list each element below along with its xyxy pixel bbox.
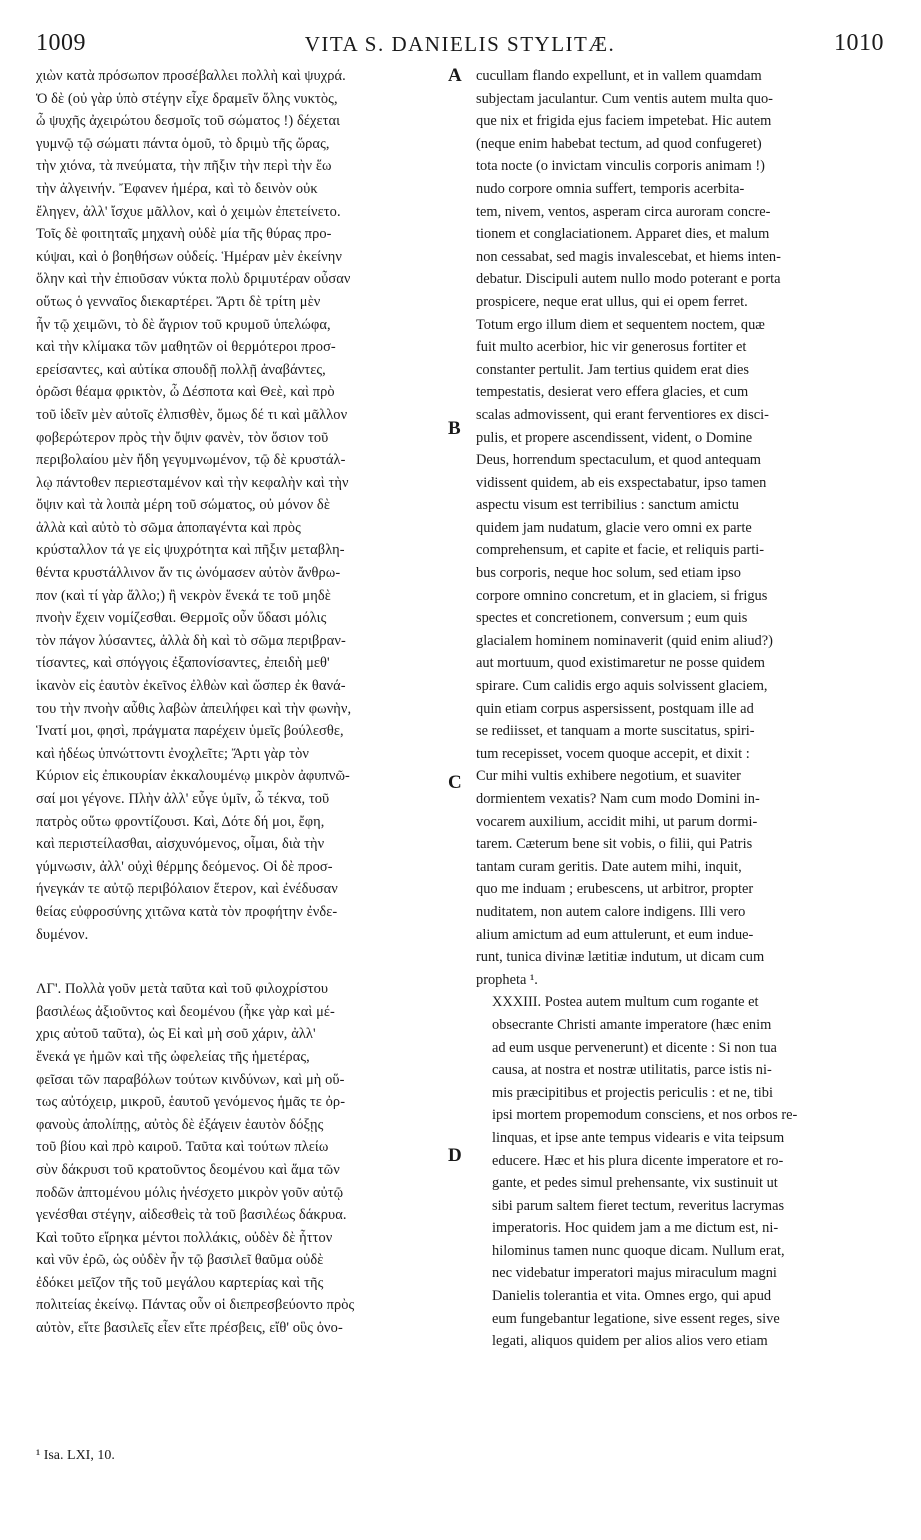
text-line: sibi parum saltem fieret tectum, reveritus lacrymas [492,1197,785,1214]
text-line: tionem et conglaciationem. Apparet dies, et malum [476,226,770,243]
text-line: linquas, et ipse ante tempus videaris e vita teipsum [492,1129,785,1146]
text-line: πνοὴν ἔχειν νομίζεσθαι. Θερμοῖς οὖν ὕδασι μόλις [36,610,327,627]
text-line: φανοὺς ἀπολίπῃς, αὐτὸς δὲ ἐξάγειν ἑαυτὸν δόξῃς [36,1116,324,1133]
text-line: Totum ergo illum diem et sequentem noctem, quæ [476,316,765,333]
text-line: bus corporis, neque hoc solum, sed etiam ipso [476,565,741,582]
text-line: ερείσαντες, καὶ αὐτίκα σπουδῇ πολλῇ ἀναβάντες, [36,361,326,378]
text-line: Danielis tolerantia et vita. Omnes ergo, qui apud [492,1288,772,1305]
text-line: quo me induam ; erubescens, ut arbitror, propter [476,881,754,898]
text-line: λῳ πάντοθεν περιεσταμένον καὶ τὴν κεφαλὴν καὶ τὴν [36,474,349,491]
text-line: nuditatem, non autem calore indigens. Illi vero [476,903,746,920]
margin-marker-c: C [448,772,462,793]
latin-column [476,65,884,1353]
text-line: runt, tunica divinæ lætitiæ indutum, ut dicam cum [476,949,765,966]
text-line: πολιτείας ἐκείνῳ. Πάντας οὖν οἱ διεπρεσβεύοντο πρὸς [36,1297,355,1314]
text-line: τοῦ βίου καὶ πρὸ καιροῦ. Ταῦτα καὶ τούτων πλείω [36,1139,329,1156]
text-line: ad eum usque pervenerunt) et dicente : Si non tua [492,1039,777,1056]
text-line: του τὴν πνοὴν αὖθις λαβὼν ἀπειλήφει καὶ τὴν φωνὴν, [36,700,352,717]
text-line: comprehensum, et capite et facie, et reliquis parti- [476,542,765,559]
text-line: cucullam flando expellunt, et in vallem quamdam [476,68,762,84]
text-line: dormientem vexatis? Nam cum modo Domini in- [476,791,760,807]
text-line: Καὶ τοῦτο εἴρηκα μέντοι πολλάκις, οὐδὲν δὲ ἧττον [36,1229,333,1246]
text-line: XXXIII. Postea autem multum cum rogante et [492,994,759,1011]
text-line: legati, aliquos quidem per alios alios vero etiam [492,1333,768,1350]
text-line: ποδῶν ἀπτομένου μόλις ἠνέσχετο μικρὸν γοῦν αὐτῷ [36,1184,344,1201]
text-line: Ἱνατί μοι, φησὶ, πράγματα παρέχειν ὑμεῖς βούλεσθε, [36,723,344,740]
text-line: nudo corpore omnia suffert, temporis acerbita- [476,180,745,197]
text-line: τίσαντες, καὶ σπόγγοις ἐξαπονίσαντες, ἐπειδὴ μεθ' [36,655,330,672]
text-line: Τοῖς δὲ φοιτηταῖς μηχανὴ οὐδὲ μία τῆς θύρας προ- [36,226,332,243]
text-line: σὺν δάκρυσι τοῦ κρατοῦντος δεομένου καὶ ἅμα τῶν [36,1161,340,1178]
text-line: tota nocte (o invictam vinculis corporis animam !) [476,158,765,175]
text-line: spirare. Cum calidis ergo aquis solvissent glaciem, [476,678,768,695]
text-line: debatur. Discipuli autem nullo modo poterant e porta [476,271,781,288]
text-line: Ὁ δὲ (οὐ γὰρ ὑπὸ στέγην εἶχε δραμεῖν ὅλης νυκτὸς, [36,90,338,107]
text-line: ήνεγκάν τε αὐτῷ περιβόλαιον ἕτερον, καὶ ἐνέδυσαν [36,881,338,898]
text-line: αὐτὸν, εἴτε βασιλεῖς εἶεν εἴτε πρέσβεις, εἴθ' οὓς ὁνο- [36,1320,343,1337]
text-line: scalas admovissent, qui erant ferventiores ex disci- [476,406,769,423]
text-line: ὦ ψυχῆς ἀχειρώτου δεσμοῖς τοῦ σώματος !) δέχεται [36,113,341,130]
text-line: tempestatis, desierat vero effera glacies, et cum [476,384,749,401]
text-line: non cessabat, sed magis invalescebat, et hiems inten- [476,248,781,265]
latin-paragraph [476,65,884,991]
text-line: ἕνεκά γε ἡμῶν καὶ τῆς ὠφελείας τῆς ἡμετέρας, [36,1048,310,1065]
text-line: Cur mihi vultis exhibere negotium, et suaviter [476,768,741,785]
text-line: κρύσταλλον τά γε εἰς ψυχρότητα καὶ πῆξιν μεταβλη- [36,542,345,559]
running-title: VITA S. DANIELIS STYLITÆ. [304,32,616,56]
text-line: prospicere, neque erat ullus, qui ei opem ferret. [476,293,748,310]
latin-paragraph [476,991,884,1353]
text-line: περιβολαίου μὲν ἤδη γεγυμνωμένον, τῷ δὲ κρυστάλ- [36,452,346,469]
text-line: constanter pertulit. Jam tertius quidem erat dies [476,361,749,378]
text-line: βασιλέως ἀξιοῦντος καὶ δεομένου (ἧκε γὰρ καὶ μέ- [36,1003,335,1020]
text-line: Deus, horrendum spectaculum, et quod antequam [476,452,761,469]
text-line: Κύριον εἰς ἐπικουρίαν ἐκκαλουμένῳ μικρὸν ἀφυπνῶ- [36,768,350,785]
text-line: σαί μοι γέγονε. Πλὴν ἀλλ' εὖγε ὑμῖν, ὦ τέκνα, τοῦ [36,791,330,807]
text-line: χιὼν κατὰ πρόσωπον προσέβαλλει πολλὴ καὶ ψυχρά. [36,68,346,84]
text-line: οὕτως ὁ γενναῖος διεκαρτέρει. Ἄρτι δὲ τρίτη μὲν [36,293,321,310]
text-line: ipsi mortem propemodum consciens, et nos orbos re- [492,1107,798,1124]
text-line: πον (καὶ τί γὰρ ἄλλο;) ἢ νεκρὸν ἕνεκά τε τοῦ μηδὲ [36,587,331,604]
text-line: imperatoris. Hoc quidem jam a me dictum est, ni- [492,1220,779,1237]
text-line: educere. Hæc et his plura dicente imperatore et ro- [492,1152,784,1169]
text-line: propheta ¹. [476,971,538,988]
text-line: gante, et pedes simul prehensante, vix sustinuit ut [492,1175,778,1192]
text-line: hilominus tamen nunc quoque dicam. Nullum erat, [492,1242,785,1259]
text-line: subjectam jaculantur. Cum ventis autem multa quo- [476,90,773,107]
page-number-left: 1009 [36,30,86,56]
page-number-right: 1010 [834,30,884,56]
text-line: eum fungebantur legatione, sive essent reges, sive [492,1310,780,1327]
text-line: ἔληγεν, ἀλλ' ἴσχυε μᾶλλον, καὶ ὁ χειμὼν ἐπετείνετο. [36,203,341,220]
text-line: θέντα κρυστάλλινον ἄν τις ὠνόμασεν αὐτὸν ἄνθρω- [36,565,341,582]
text-line: τως αὐτόχειρ, μικροῦ, ἑαυτοῦ γενόμενος ἡμᾶς τε ὀρ- [36,1094,346,1111]
margin-marker-a: A [448,65,462,86]
text-line: fuit multo acerbior, hic vir generosus fortiter et [476,339,747,356]
text-line: vocarem auxilium, accidit mihi, ut parum dormi- [476,813,758,830]
text-line: mis præcipitibus et projectis periculis : et ne, tibi [492,1084,773,1101]
text-line: obsecrante Christi amante imperatore (hæc enim [492,1016,772,1033]
text-line: tantam curam geritis. Date autem mihi, inquit, [476,858,742,875]
footnote: ¹ Isa. LXI, 10. [36,1448,115,1463]
text-line: quidem jam nudatum, glacie vero omni ex parte [476,519,752,536]
text-line: ἐδόκει μεῖζον τῆς τοῦ μεγάλου καρτερίας καὶ τῆς [36,1274,324,1291]
text-line: γενέσθαι στέγην, αἰδεσθεὶς τὰ τοῦ βασιλέως δάκρυα. [36,1207,347,1224]
text-line: ὁρῶσι θέαμα φρικτὸν, ὦ Δέσποτα καὶ Θεὲ, καὶ πρὸ [36,384,335,401]
text-line: aut mortuum, quod existimaretur ne posse quidem [476,655,765,672]
text-line: ἦν τῷ χειμῶνι, τὸ δὲ ἄγριον τοῦ κρυμοῦ ὑπελώφα, [36,316,331,333]
text-line: τὴν ἀλγεινήν. Ἔφανεν ἡμέρα, καὶ τὸ δεινὸν οὐκ [36,180,318,197]
text-line: καὶ περιστείλασθαι, αἰσχυνόμενος, οἶμαι, διὰ τὴν [36,836,325,853]
text-line: καὶ τὴν κλίμακα τῶν μαθητῶν οἱ θερμότεροι προσ- [36,339,336,356]
text-line: tem, nivem, ventos, asperam circa auroram concre- [476,203,771,220]
text-line: θείας εὐφροσύνης χιτῶνα κατὰ τὸν προφήτην ἐνδε- [36,903,338,920]
greek-paragraph [36,65,456,946]
text-line: καὶ ἡδέως ὑπνώττοντι ἐνοχλεῖτε; Ἄρτι γὰρ τὸν [36,745,309,762]
text-line: ὄψιν καὶ τὰ λοιπὰ μέρη τοῦ σώματος, οὐ μόνον δὲ [36,497,330,514]
text-line: que nix et frigida ejus faciem impetebat. Hic autem [476,113,772,130]
running-header [36,30,884,60]
text-line: tum recepisset, vocem quoque accepit, et dixit : [476,745,750,762]
text-line: ὅλην καὶ τὴν ἐπιοῦσαν νύκτα πολὺ δριμυτέραν οὖσαν [36,271,351,288]
text-line: τὸν πάγον λύσαντες, ἀλλὰ δὴ καὶ τὸ σῶμα περιβραν- [36,632,346,649]
text-line: se rediisset, et tanquam a morte suscitatus, spiri- [476,723,755,740]
text-line: γύμνωσιν, ἀλλ' οὐχὶ θέρμης δεόμενος. Οἱ δὲ προσ- [36,858,333,875]
text-line: δυμένον. [36,926,89,943]
margin-marker-b: B [448,418,461,439]
text-line: ἀλλὰ καὶ αὐτὸ τὸ σῶμα ἀποπαγέντα καὶ πρὸς [36,519,301,536]
greek-paragraph [36,978,456,1340]
text-line: nec videbatur imperatori majus miraculum magni [492,1265,777,1282]
text-line: vidissent quidem, ab eis exspectabatur, ipso tamen [476,474,767,491]
text-line: φοβερώτερον πρὸς τὴν ὄψιν φανὲν, τὸν ὅσιον τοῦ [36,429,329,446]
text-line: quin etiam corpus aspersissent, postquam ille ad [476,700,754,717]
margin-marker-d: D [448,1145,462,1166]
text-line: τὴν χιόνα, τὰ πνεύματα, τὴν πῆξιν τὴν περὶ τὴν ἕω [36,158,332,175]
text-line: καὶ νῦν ἐρῶ, ὡς οὐδὲν ἦν τῷ βασιλεῖ θαῦμα οὐδὲ [36,1252,324,1269]
text-line: γυμνῷ τῷ σώματι πάντα ὁμοῦ, τὸ δριμὺ τῆς ὥρας, [36,135,330,152]
greek-column [36,65,456,1340]
text-line: τοῦ ἰδεῖν μὲν αὐτοῖς ἐλπισθὲν, ὅμως δέ τι καὶ μᾶλλον [36,406,348,423]
text-line: tarem. Cæterum bene sit vobis, o filii, qui Patris [476,836,753,853]
text-line: corpore omnino concretum, et in glaciem, si frigus [476,587,768,604]
text-line: alium amictum ad eum attulerunt, et eum indue- [476,926,754,943]
text-line: χρις αὐτοῦ ταῦτα), ὡς Εἰ καὶ μὴ σοῦ χάριν, ἀλλ' [36,1026,316,1043]
text-line: glacialem hominem nominaverit (quid enim aliud?) [476,632,773,649]
text-line: ΛΓ'. Πολλὰ γοῦν μετὰ ταῦτα καὶ τοῦ φιλοχρίστου [36,981,329,998]
text-line: pulis, et propere ascendissent, vident, o Domine [476,429,753,446]
text-line: spectes et concretionem, conversum ; eum quis [476,610,748,627]
text-line: ἱκανὸν εἰς ἑαυτὸν ἐκεῖνος ἐλθὼν καὶ ὥσπερ ἐκ θανά- [36,678,346,695]
text-line: φεῖσαι τῶν παραβόλων τούτων κινδύνων, καὶ μὴ οὕ- [36,1071,345,1088]
text-line: (neque enim habebat tectum, ad quod confugeret) [476,135,762,152]
text-line: κύψαι, καὶ ὁ βοηθήσων οὐδείς. Ἡμέραν μὲν ἐκείνην [36,248,342,265]
text-line: aspectu visum est terribilius : sanctum amictu [476,497,739,514]
text-line: πατρὸς οὕτω φροντίζουσι. Καὶ, Δότε δή μοι, ἔφη, [36,813,325,830]
text-line: causa, at nostra et nostræ utilitatis, parce istis ni- [492,1062,772,1079]
